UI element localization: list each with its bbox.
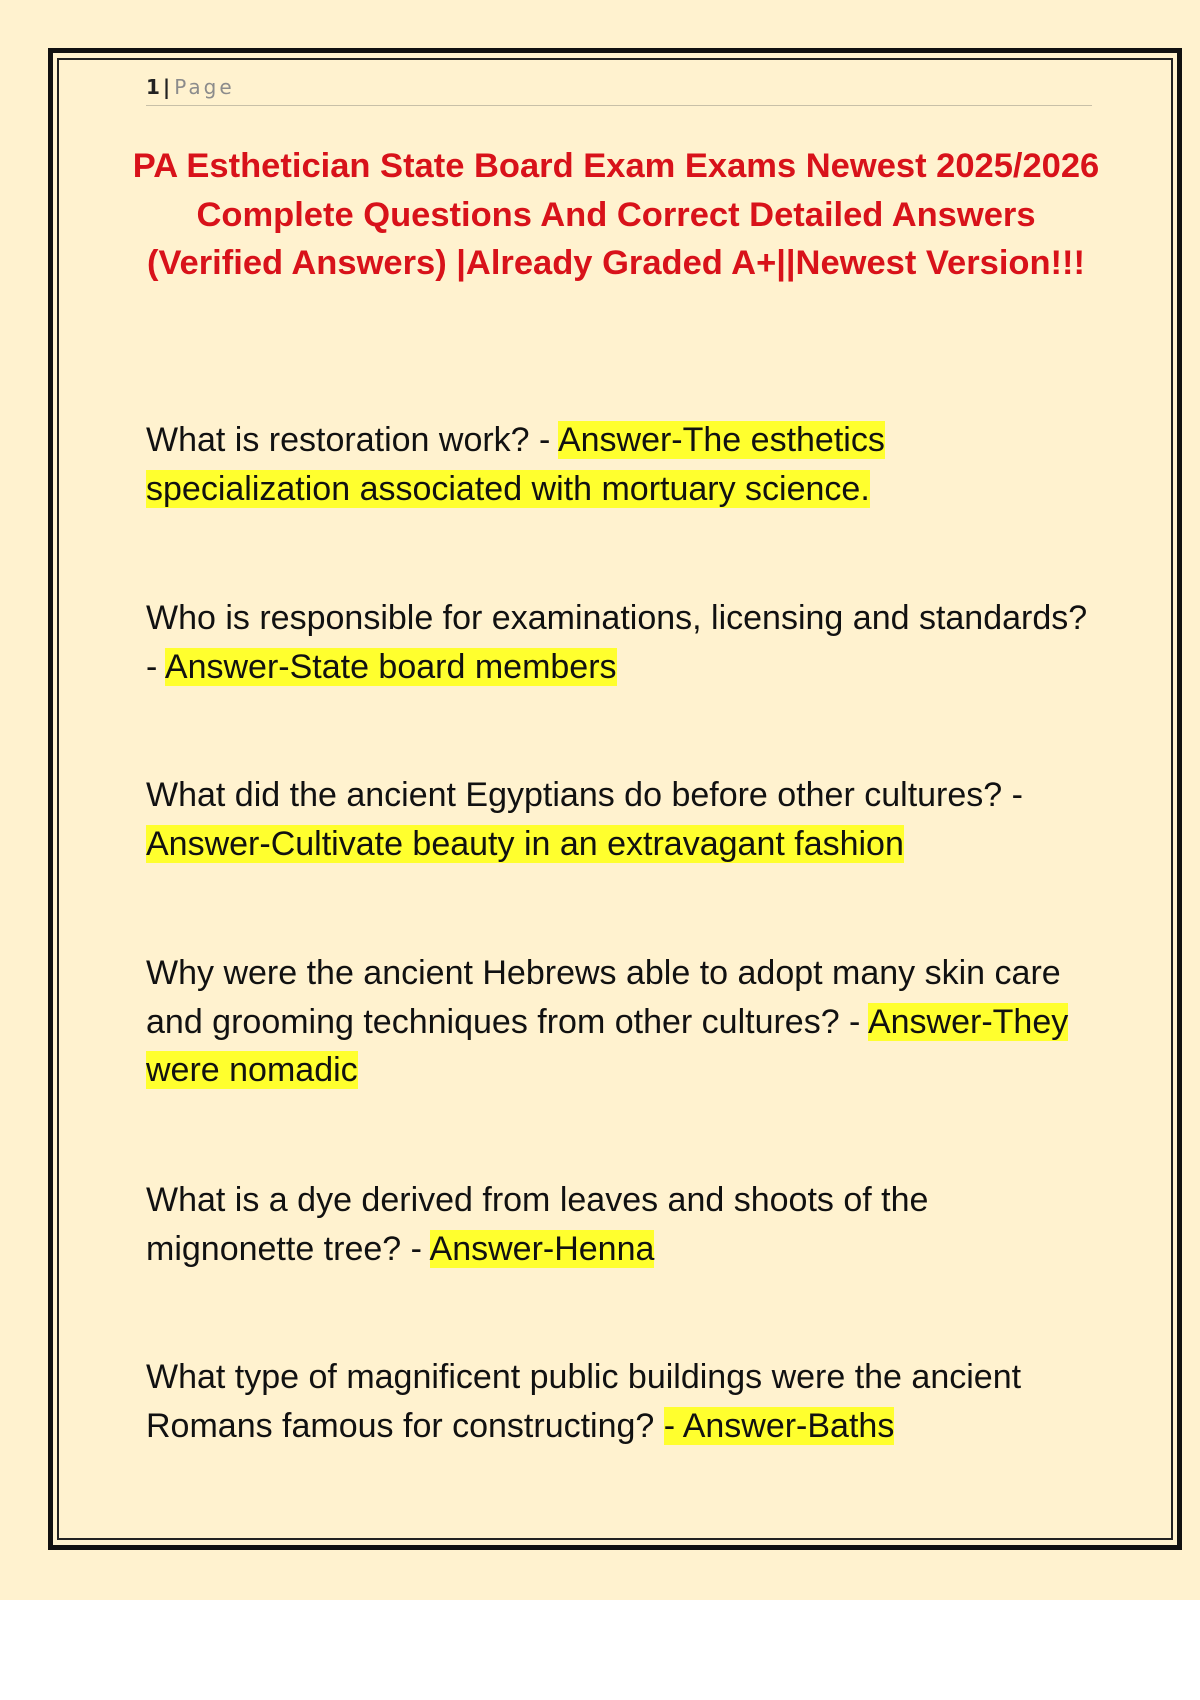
page-header xyxy=(146,74,1092,106)
question-text: What is restoration work? - xyxy=(146,421,551,459)
answer-text: Answer-They were nomadic xyxy=(146,1002,1069,1089)
answer-text: - Answer-Baths xyxy=(663,1406,895,1445)
page-header-separator: | xyxy=(162,75,171,99)
qa-item xyxy=(146,1353,1092,1450)
qa-item xyxy=(146,949,1092,1095)
answer-text: Answer-Cultivate beauty in an extravagant fashion xyxy=(146,824,904,863)
answer-text: Answer-Henna xyxy=(429,1229,655,1268)
qa-item xyxy=(146,1176,1092,1273)
question-text: What type of magnificent public buildings were the ancient Romans famous for constructing? xyxy=(146,1358,1022,1445)
qa-item xyxy=(146,416,1092,513)
qa-item xyxy=(146,771,1092,868)
question-text: Why were the ancient Hebrews able to adopt many skin care and grooming techniques from other cultures? - xyxy=(146,954,1061,1041)
answer-text: Answer-State board members xyxy=(164,647,617,686)
page-number: 1 xyxy=(146,75,160,99)
qa-item xyxy=(146,594,1092,691)
document-title: PA Esthetician State Board Exam Exams Newest 2025/2026 Complete Questions And Correct Detailed Answers (Verified Answers) |Already Graded A+||Newest Version!!! xyxy=(132,147,1100,282)
question-text: What is a dye derived from leaves and shoots of the mignonette tree? - xyxy=(146,1181,929,1268)
page-label: Page xyxy=(174,75,235,99)
answer-text: Answer-The esthetics specialization associated with mortuary science. xyxy=(146,421,885,508)
question-text: Who is responsible for examinations, licensing and standards? - xyxy=(146,599,1088,686)
question-text: What did the ancient Egyptians do before other cultures? - xyxy=(146,776,1023,814)
